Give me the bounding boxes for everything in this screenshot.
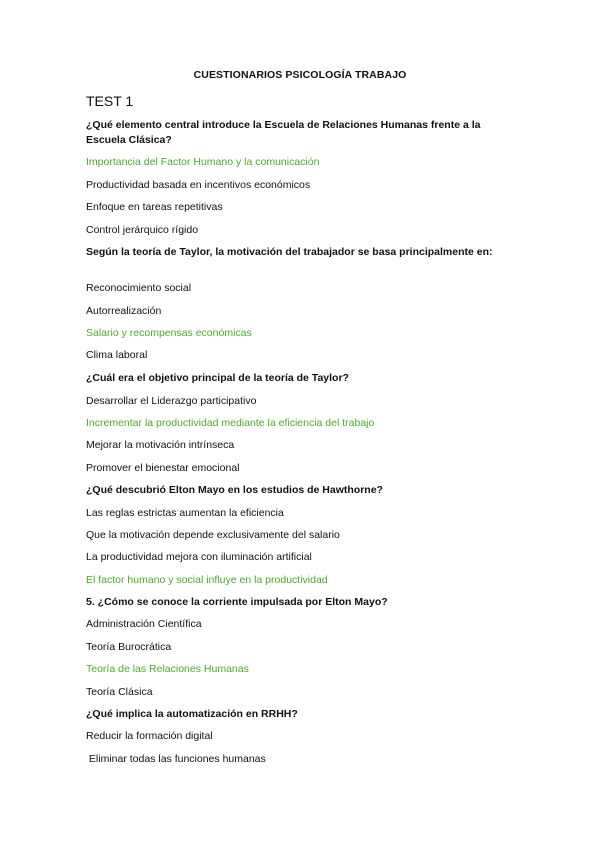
answer-3-2: Incrementar la productividad mediante la eficiencia del trabajo bbox=[86, 417, 375, 429]
test-heading: TEST 1 bbox=[86, 93, 134, 109]
question-2: Según la teoría de Taylor, la motivación del trabajador se basa principalmente en: bbox=[86, 246, 493, 258]
answer-6-1: Reducir la formación digital bbox=[86, 730, 213, 742]
answer-2-3: Salario y recompensas económicas bbox=[86, 327, 252, 339]
question-3: ¿Cuál era el objetivo principal de la teoría de Taylor? bbox=[86, 372, 349, 384]
answer-2-2: Autorrealización bbox=[86, 305, 162, 317]
answer-4-1: Las reglas estrictas aumentan la eficiencia bbox=[86, 507, 284, 519]
answer-6-2: Eliminar todas las funciones humanas bbox=[86, 753, 266, 765]
answer-5-4: Teoría Clásica bbox=[86, 686, 153, 698]
answer-4-3: La productividad mejora con iluminación artificial bbox=[86, 551, 312, 563]
answer-5-3: Teoría de las Relaciones Humanas bbox=[86, 663, 249, 675]
answer-4-2: Que la motivación depende exclusivamente del salario bbox=[86, 529, 340, 541]
document-title: CUESTIONARIOS PSICOLOGÍA TRABAJO bbox=[193, 69, 407, 81]
question-5: 5. ¿Cómo se conoce la corriente impulsada por Elton Mayo? bbox=[86, 596, 388, 608]
question-4: ¿Qué descubrió Elton Mayo en los estudios de Hawthorne? bbox=[86, 484, 383, 496]
question-6: ¿Qué implica la automatización en RRHH? bbox=[86, 708, 298, 720]
answer-2-1: Reconocimiento social bbox=[86, 282, 192, 294]
answer-3-3: Mejorar la motivación intrínseca bbox=[86, 439, 235, 451]
answer-1-2: Productividad basada en incentivos económicos bbox=[86, 179, 311, 191]
answer-5-1: Administración Científica bbox=[86, 618, 202, 630]
answer-1-1: Importancia del Factor Humano y la comunicación bbox=[86, 156, 320, 168]
answer-2-4: Clima laboral bbox=[86, 349, 148, 361]
answer-4-4: El factor humano y social influye en la productividad bbox=[86, 574, 328, 586]
answer-3-1: Desarrollar el Liderazgo participativo bbox=[86, 395, 257, 407]
answer-3-4: Promover el bienestar emocional bbox=[86, 462, 240, 474]
answer-1-4: Control jerárquico rígido bbox=[86, 224, 199, 236]
question-1: ¿Qué elemento central introduce la Escuela de Relaciones Humanas frente a la Escuela Clásica? bbox=[86, 119, 481, 146]
answer-5-2: Teoría Burocrática bbox=[86, 641, 172, 653]
answer-1-3: Enfoque en tareas repetitivas bbox=[86, 201, 223, 213]
